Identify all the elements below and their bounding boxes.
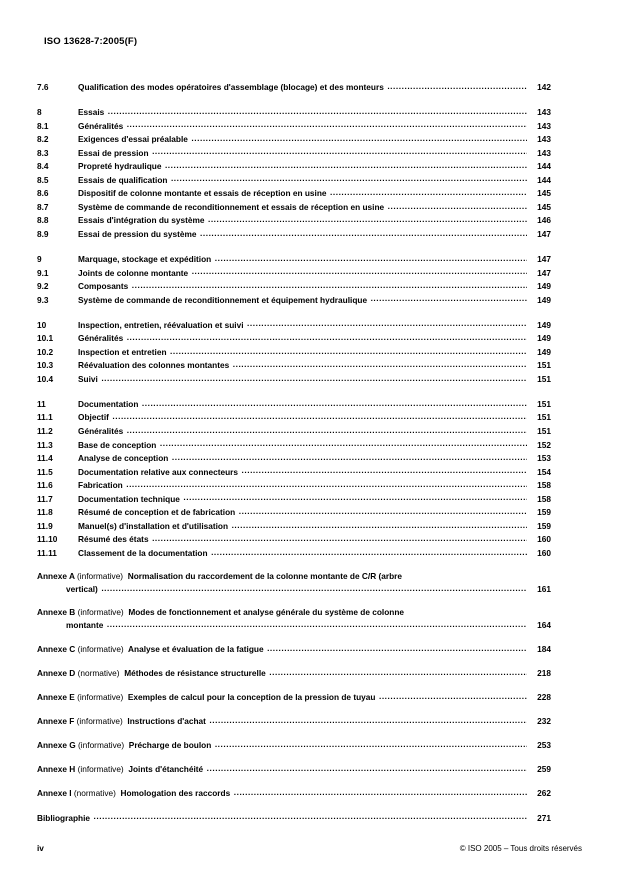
dot-leader <box>152 146 527 156</box>
toc-entry-number: 9.2 <box>37 281 49 292</box>
toc-annex-label: Annexe F <box>37 716 75 727</box>
toc-annex-entries <box>37 570 551 800</box>
toc-entry-page-number: 151 <box>537 426 551 437</box>
toc-annex-title: Joints d'étanchéité <box>128 764 204 775</box>
toc-annex-label: Annexe B <box>37 607 76 618</box>
toc-annex-heading-text <box>37 668 268 680</box>
toc-annex-entry[interactable] <box>37 570 551 596</box>
toc-entry[interactable] <box>37 505 551 519</box>
toc-entry[interactable] <box>37 146 551 160</box>
toc-entry[interactable] <box>37 410 551 424</box>
toc-annex-single-line <box>37 642 551 656</box>
page-footer <box>37 843 582 853</box>
toc-entry-number: 11.11 <box>37 547 57 558</box>
toc-annex-kind: (informative) <box>77 644 124 655</box>
toc-entry[interactable] <box>37 213 551 227</box>
dot-leader <box>233 358 527 368</box>
dot-leader <box>127 119 527 129</box>
toc-entry-title: Essai de pression <box>78 147 149 158</box>
toc-entry-number: 8.4 <box>37 161 49 172</box>
toc-annex-entry[interactable] <box>37 762 551 776</box>
toc-entry-title: Inspection, entretien, réévaluation et suivi <box>78 319 244 330</box>
dot-leader <box>209 714 527 724</box>
toc-entry-page-number: 159 <box>537 520 551 531</box>
document-header-reference: ISO 13628-7:2005(F) <box>44 36 138 47</box>
dot-leader <box>208 213 527 223</box>
toc-annex-page-number: 262 <box>537 788 551 799</box>
toc-entry-title: Classement de la documentation <box>78 547 208 558</box>
toc-annex-heading-text <box>37 788 233 800</box>
dot-leader <box>330 186 527 196</box>
toc-entry-title: Inspection et entretien <box>78 346 167 357</box>
toc-entry-page-number: 158 <box>537 493 551 504</box>
toc-entry[interactable] <box>37 279 551 293</box>
toc-entry-page-number: 145 <box>537 188 551 199</box>
dot-leader <box>371 293 527 303</box>
toc-entry-title: Qualification des modes opératoires d'assemblage (blocage) et des monteurs <box>78 82 384 92</box>
toc-annex-page-number: 259 <box>537 764 551 775</box>
toc-annex-title: Normalisation du raccordement de la colonne montante de C/R (arbre <box>127 571 403 581</box>
toc-annex-kind: (informative) <box>76 571 124 581</box>
toc-entry-page-number: 160 <box>537 534 551 545</box>
dot-leader <box>192 266 527 276</box>
bibliography-title: Bibliographie <box>37 812 91 823</box>
toc-annex-page-number: 164 <box>537 620 551 631</box>
toc-entry[interactable] <box>37 345 551 359</box>
toc-annex-kind: (normative) <box>73 788 116 799</box>
toc-entry-number: 8.5 <box>37 174 49 185</box>
toc-entry[interactable] <box>37 519 551 533</box>
toc-annex-kind: (informative) <box>77 692 124 703</box>
toc-entry-page-number: 147 <box>537 267 551 278</box>
dot-leader <box>387 80 527 90</box>
toc-entry-page-number: 144 <box>537 174 551 185</box>
toc-entry-title: Exigences d'essai préalable <box>78 134 188 145</box>
toc-entry-title: Fabrication <box>78 480 123 491</box>
toc-entry-title: Composants <box>78 281 129 292</box>
toc-entry-page-number: 151 <box>537 398 551 409</box>
toc-entry-number: 11.6 <box>37 480 53 491</box>
toc-entry-page-number: 149 <box>537 319 551 330</box>
toc-entry[interactable] <box>37 438 551 452</box>
toc-entry-page-number: 154 <box>537 466 551 477</box>
toc-entry-number: 11.5 <box>37 466 53 477</box>
toc-annex-page-number: 218 <box>537 668 551 679</box>
toc-entry[interactable] <box>37 132 551 146</box>
toc-entry[interactable] <box>37 492 551 506</box>
toc-entry[interactable] <box>37 119 551 133</box>
dot-leader <box>142 397 527 407</box>
toc-entry-title: Résumé de conception et de fabrication <box>78 507 236 518</box>
toc-entry-page-number: 147 <box>537 254 551 265</box>
dot-leader <box>269 666 527 676</box>
toc-entry-title: Base de conception <box>78 439 157 450</box>
toc-annex-page-number: 161 <box>537 584 551 595</box>
toc-annex-label: Annexe A <box>37 571 75 581</box>
toc-entry[interactable] <box>37 80 551 94</box>
toc-entry[interactable] <box>37 451 551 465</box>
toc-entry-page-number: 159 <box>537 507 551 518</box>
toc-entry-title: Essai de pression du système <box>78 228 197 239</box>
toc-annex-kind: (informative) <box>76 716 123 727</box>
toc-entry-title: Essais <box>78 107 105 118</box>
dot-leader <box>132 279 527 289</box>
toc-entry-page-number: 152 <box>537 439 551 450</box>
dot-leader <box>242 465 528 475</box>
toc-annex-entry[interactable] <box>37 738 551 752</box>
toc-entry-title: Propreté hydraulique <box>78 161 162 172</box>
toc-annex-label: Annexe H <box>37 764 76 775</box>
toc-entry-title: Système de commande de reconditionnement et équipement hydraulique <box>78 294 368 305</box>
page-folio: iv <box>37 843 44 853</box>
dot-leader <box>388 200 527 210</box>
dot-leader <box>207 762 527 772</box>
toc-entry-page-number: 149 <box>537 333 551 344</box>
toc-entry-page-number: 143 <box>537 107 551 118</box>
toc-annex-title: Homologation des raccords <box>120 788 231 799</box>
toc-annex-kind: (normative) <box>77 668 120 679</box>
dot-leader <box>183 492 527 502</box>
toc-entry-number: 11.3 <box>37 439 53 450</box>
toc-entry-number: 8.1 <box>37 120 49 131</box>
toc-entry-number: 8.3 <box>37 147 49 158</box>
dot-leader <box>112 410 527 420</box>
toc-entry-page-number: 142 <box>537 82 551 92</box>
toc-entry-page-number: 151 <box>537 360 551 371</box>
toc-entry-page-number: 144 <box>537 161 551 172</box>
toc-entry-title: Marquage, stockage et expédition <box>78 254 212 265</box>
toc-annex-entry[interactable] <box>37 714 551 728</box>
toc-entry-page-number: 146 <box>537 215 551 226</box>
toc-entry-title: Généralités <box>78 333 124 344</box>
toc-entry-title: Essais d'intégration du système <box>78 215 205 226</box>
toc-entry[interactable] <box>37 478 551 492</box>
toc-annex-label: Annexe I <box>37 788 72 799</box>
toc-annex-entry[interactable] <box>37 642 551 656</box>
dot-leader <box>379 690 527 700</box>
toc-annex-entry[interactable] <box>37 606 551 632</box>
toc-entry[interactable] <box>37 372 551 386</box>
toc-entry[interactable] <box>37 465 551 479</box>
toc-entry-title: Joints de colonne montante <box>78 267 189 278</box>
toc-entry-number: 11.10 <box>37 534 58 545</box>
toc-entry[interactable] <box>37 227 551 241</box>
toc-entry-number: 10 <box>37 319 47 330</box>
toc-entry[interactable] <box>37 397 551 411</box>
toc-entry-title: Système de commande de reconditionnement et essais de réception en usine <box>78 201 385 212</box>
toc-annex-title: Modes de fonctionnement et analyse générale du système de colonne <box>128 607 405 618</box>
toc-entry-number: 11 <box>37 398 46 409</box>
toc-entry-number: 11.1 <box>37 412 53 423</box>
toc-entry-title: Résumé des états <box>78 534 149 545</box>
dot-leader <box>234 786 527 796</box>
toc-annex-single-line <box>37 690 551 704</box>
dot-leader <box>200 227 527 237</box>
toc-entry[interactable] <box>37 318 551 332</box>
dot-leader <box>94 811 527 821</box>
toc-annex-title: Précharge de boulon <box>128 740 212 751</box>
dot-leader <box>108 105 527 115</box>
toc-entry-number: 8 <box>37 107 42 118</box>
toc-entry-number: 10.4 <box>37 373 54 384</box>
toc-entry-number: 9.3 <box>37 294 49 305</box>
toc-entry[interactable] <box>37 358 551 372</box>
toc-entry-title: Objectif <box>78 412 109 423</box>
toc-entry[interactable] <box>37 200 551 214</box>
dot-leader <box>247 318 527 328</box>
toc-annex-title: Exemples de calcul pour la conception de la pression de tuyau <box>127 692 376 703</box>
toc-entry-page-number: 143 <box>537 147 551 158</box>
toc-annex-label: Annexe E <box>37 692 75 703</box>
toc-entry-title: Généralités <box>78 120 124 131</box>
toc-entry-number: 9.1 <box>37 267 49 278</box>
toc-entry-number: 7.6 <box>37 82 49 92</box>
toc-annex-single-line <box>37 714 551 728</box>
table-of-contents <box>37 80 551 824</box>
dot-leader <box>267 642 527 652</box>
toc-entry[interactable] <box>37 159 551 173</box>
toc-entry-page-number: 143 <box>537 120 551 131</box>
toc-entry-number: 8.9 <box>37 228 49 239</box>
toc-entry-page-number: 149 <box>537 281 551 292</box>
toc-entry-title: Documentation technique <box>78 493 180 504</box>
dot-leader <box>126 478 527 488</box>
toc-entry[interactable] <box>37 266 551 280</box>
toc-annex-title: Instructions d'achat <box>127 716 206 727</box>
toc-entry[interactable] <box>37 252 551 266</box>
toc-entry[interactable] <box>37 331 551 345</box>
toc-annex-first-line <box>37 570 551 582</box>
toc-entry-bibliography[interactable] <box>37 811 551 825</box>
toc-entry[interactable] <box>37 424 551 438</box>
copyright-notice: © ISO 2005 – Tous droits réservés <box>459 844 582 853</box>
toc-clause-entries <box>37 80 551 560</box>
toc-annex-title-continued: montante <box>66 620 104 631</box>
toc-annex-page-number: 253 <box>537 740 551 751</box>
dot-leader <box>239 505 527 515</box>
toc-entry-number: 11.7 <box>37 493 53 504</box>
toc-entry[interactable] <box>37 532 551 546</box>
toc-annex-heading-text <box>37 764 206 776</box>
dot-leader <box>191 132 527 142</box>
toc-entry-title: Documentation relative aux connecteurs <box>78 466 238 477</box>
toc-entry-page-number: 149 <box>537 294 551 305</box>
toc-entry-number: 10.2 <box>37 346 54 357</box>
dot-leader <box>107 618 527 628</box>
toc-annex-kind: (informative) <box>78 740 125 751</box>
toc-entry-title: Suivi <box>78 373 98 384</box>
dot-leader <box>165 159 527 169</box>
toc-annex-continuation-line <box>37 618 551 631</box>
bibliography-page-number: 271 <box>537 812 551 823</box>
toc-entry-number: 11.8 <box>37 507 53 518</box>
toc-entry-page-number: 158 <box>537 480 551 491</box>
toc-entry-title: Documentation <box>78 398 139 409</box>
toc-entry-page-number: 160 <box>537 547 551 558</box>
toc-entry-number: 8.2 <box>37 134 49 145</box>
toc-entry-title: Dispositif de colonne montante et essais de réception en usine <box>78 188 327 199</box>
dot-leader <box>215 252 527 262</box>
toc-entry-number: 11.4 <box>37 453 53 464</box>
toc-entry-page-number: 151 <box>537 412 551 423</box>
toc-entry-number: 8.7 <box>37 201 49 212</box>
dot-leader <box>101 372 527 382</box>
toc-entry-title: Réévaluation des colonnes montantes <box>78 360 230 371</box>
toc-entry[interactable] <box>37 105 551 119</box>
dot-leader <box>211 546 527 556</box>
toc-annex-single-line <box>37 786 551 800</box>
toc-annex-title: Analyse et évaluation de la fatigue <box>128 644 264 655</box>
toc-entry-page-number: 153 <box>537 453 551 464</box>
toc-entry-title: Généralités <box>78 426 124 437</box>
toc-annex-heading-text <box>37 716 208 728</box>
toc-annex-label: Annexe C <box>37 644 76 655</box>
toc-entry[interactable] <box>37 293 551 307</box>
toc-entry-page-number: 147 <box>537 228 551 239</box>
dot-leader <box>232 519 527 529</box>
toc-annex-single-line <box>37 666 551 680</box>
toc-entry-number: 11.2 <box>37 426 53 437</box>
toc-annex-page-number: 228 <box>537 692 551 703</box>
dot-leader <box>171 173 527 183</box>
toc-entry-page-number: 145 <box>537 201 551 212</box>
toc-entry-page-number: 143 <box>537 134 551 145</box>
toc-annex-entry[interactable] <box>37 690 551 704</box>
toc-entry[interactable] <box>37 546 551 560</box>
toc-entry[interactable] <box>37 186 551 200</box>
toc-annex-heading-text <box>37 692 378 704</box>
toc-annex-heading-text <box>37 740 214 752</box>
toc-entry-page-number: 149 <box>537 346 551 357</box>
dot-leader <box>152 532 527 542</box>
dot-leader <box>215 738 527 748</box>
toc-entry-number: 11.9 <box>37 520 53 531</box>
toc-annex-kind: (informative) <box>77 607 124 618</box>
toc-annex-title: Méthodes de résistance structurelle <box>124 668 266 679</box>
toc-entry-title: Manuel(s) d'installation et d'utilisation <box>78 520 229 531</box>
toc-annex-heading-text <box>37 644 266 656</box>
toc-annex-entry[interactable] <box>37 666 551 680</box>
toc-annex-continuation-line <box>37 582 551 595</box>
toc-entry-page-number: 151 <box>537 373 551 384</box>
toc-entry-number: 9 <box>37 254 42 265</box>
toc-entry-title: Analyse de conception <box>78 453 169 464</box>
toc-entry-number: 8.8 <box>37 215 49 226</box>
toc-annex-kind: (informative) <box>77 764 124 775</box>
toc-annex-label: Annexe D <box>37 668 76 679</box>
toc-annex-entry[interactable] <box>37 786 551 800</box>
toc-annex-page-number: 232 <box>537 716 551 727</box>
toc-annex-single-line <box>37 762 551 776</box>
toc-annex-label: Annexe G <box>37 740 76 751</box>
dot-leader <box>127 331 527 341</box>
toc-annex-single-line <box>37 738 551 752</box>
dot-leader <box>170 345 527 355</box>
toc-entry-title: Essais de qualification <box>78 174 168 185</box>
dot-leader <box>172 451 527 461</box>
toc-entry-number: 8.6 <box>37 188 49 199</box>
toc-entry-number: 10.1 <box>37 333 54 344</box>
dot-leader <box>127 424 527 434</box>
toc-entry[interactable] <box>37 173 551 187</box>
toc-entry-number: 10.3 <box>37 360 54 371</box>
toc-annex-page-number: 184 <box>537 644 551 655</box>
toc-annex-title-continued: vertical) <box>66 584 98 595</box>
dot-leader <box>101 582 527 592</box>
toc-annex-first-line <box>37 606 551 618</box>
dot-leader <box>160 438 527 448</box>
